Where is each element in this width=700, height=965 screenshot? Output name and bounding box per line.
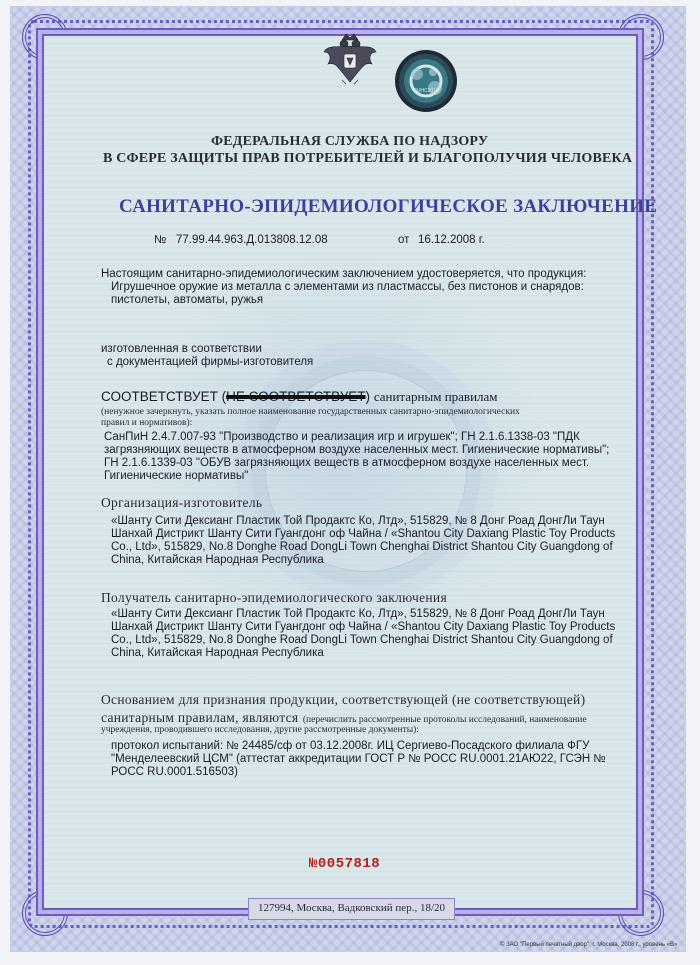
norms-line-2: загрязняющих веществ в атмосферном воздухе населенных мест. Гигиенические нормативы"; (104, 444, 610, 456)
paren-close: ) (365, 389, 371, 404)
recipient-line-3: Co., Ltd», 515829, No.8 Donghe Road DongLi Town Chenghai District Shantou City Guangdong of (111, 634, 613, 646)
basis-hint-text: (перечислить рассмотренные протоколы исследований, наименование (302, 715, 587, 725)
product-line-2: пистолеты, автоматы, ружья (111, 294, 264, 306)
manufacturer-line-3: Co., Ltd», 515829, No.8 Donghe Road DongLi Town Chenghai District Shantou City Guangdong of (111, 541, 613, 553)
protocol-line-2: "Менделеевский ЦСМ" (аттестат аккредитации ГОСТ Р № РОСС RU.0001.21АЮ22, ГСЭН № (111, 753, 606, 765)
hologram-sticker-icon (393, 48, 459, 114)
hologram-text: DUHC2016 (413, 88, 439, 94)
manufacturer-line-2: Шанхай Дистрикт Шанту Сити Гуангдонг оф Чайна / «Shantou City Daxiang Plastic Toy Products (111, 528, 616, 540)
basis-hint-line3: учреждения, проводившего исследования, другие рассмотренные документы): (101, 725, 419, 735)
paren-open: ( (221, 389, 227, 404)
norms-line-4: Гигиенические нормативы" (104, 470, 249, 482)
compliance-hint-line1: (ненужное зачеркнуть, указать полное наименование государственных санитарно-эпидемиологических (101, 407, 520, 417)
document-title: САНИТАРНО-ЭПИДЕМИОЛОГИЧЕСКОЕ ЗАКЛЮЧЕНИЕ (119, 196, 658, 217)
conclusion-number: 77.99.44.963.Д.013808.12.08 (176, 234, 328, 246)
norms-line-3: ГН 2.1.6.1339-03 "ОБУВ загрязняющих веществ в атмосферном воздухе населенных мест. (104, 457, 590, 469)
complies-text: СООТВЕТСТВУЕТ (101, 389, 218, 404)
manufactured-label: изготовленная в соответствии (101, 343, 262, 355)
product-line-1: Игрушечное оружие из металла с элементами из пластмассы, без пистонов и снарядов: (111, 281, 584, 293)
printer-imprint: © ЗАО "Первый печатный двор", г. Москва, 2008 г., уровень «В» (500, 942, 678, 948)
manufacturer-label: Организация-изготовитель (101, 495, 263, 510)
agency-name-line1: ФЕДЕРАЛЬНАЯ СЛУЖБА ПО НАДЗОРУ (211, 134, 489, 149)
recipient-line-1: «Шанту Сити Дексианг Пластик Той Продактс Ко, Лтд», 515829, № 8 Донг Роад ДонгЛи Таун (111, 608, 605, 620)
recipient-line-4: China, Китайская Народная Республика (111, 647, 324, 659)
basis-line-1: Основанием для признания продукции, соответствующей (не соответствующей) (101, 692, 586, 707)
blank-serial-number: №0057818 (309, 856, 381, 872)
conclusion-date: 16.12.2008 г. (418, 234, 485, 246)
protocol-line-3: РОСС RU.0001.516503) (111, 766, 238, 778)
manufactured-value: с документацией фирмы-изготовителя (107, 356, 314, 368)
product-intro: Настоящим санитарно-эпидемиологическим заключением удостоверяется, что продукция: (101, 268, 587, 280)
date-label: от (398, 234, 410, 246)
manufacturer-line-1: «Шанту Сити Дексианг Пластик Той Продактс Ко, Лтд», 515829, № 8 Донг Роад ДонгЛи Таун (111, 515, 605, 527)
coat-of-arms-icon (320, 30, 380, 88)
manufacturer-line-4: China, Китайская Народная Республика (111, 554, 324, 566)
recipient-label: Получатель санитарно-эпидемиологического заключения (101, 590, 447, 605)
sanitary-rules-text: санитарным правилам (373, 389, 498, 404)
number-label: № (154, 234, 167, 246)
basis-main-text: санитарным правилам, являются (101, 710, 299, 725)
norms-line-1: СанПиН 2.4.7.007-93 "Производство и реализация игр и игрушек"; ГН 2.1.6.1338-03 "ПДК (104, 431, 580, 443)
not-complies-struck-text: НЕ СООТВЕТСТВУЕТ (226, 389, 366, 404)
compliance-line (101, 389, 498, 405)
agency-name-line2: В СФЕРЕ ЗАЩИТЫ ПРАВ ПОТРЕБИТЕЛЕЙ И БЛАГОПОЛУЧИЯ ЧЕЛОВЕКА (103, 151, 633, 166)
agency-address: 127994, Москва, Вадковский пер., 18/20 (258, 902, 445, 914)
recipient-line-2: Шанхай Дистрикт Шанту Сити Гуангдонг оф Чайна / «Shantou City Daxiang Plastic Toy Products (111, 621, 616, 633)
compliance-hint-line2: правил и нормативов): (101, 418, 193, 428)
protocol-line-1: протокол испытаний: № 24485/сф от 03.12.2008г. ИЦ Сергиево-Посадского филиала ФГУ (111, 740, 590, 752)
